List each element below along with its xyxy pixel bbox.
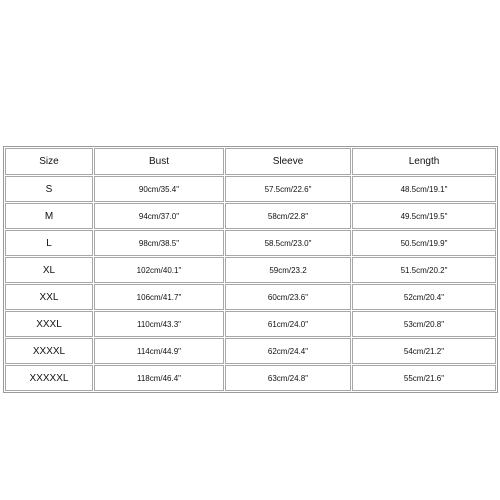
- table-row: [5, 284, 496, 310]
- length-cell: 49.5cm/19.5": [352, 203, 496, 229]
- size-cell: L: [5, 230, 93, 256]
- table-row: [5, 338, 496, 364]
- length-cell: 52cm/20.4": [352, 284, 496, 310]
- bust-cell: 102cm/40.1": [94, 257, 224, 283]
- table-body: [5, 176, 496, 391]
- sleeve-cell: 58cm/22.8": [225, 203, 351, 229]
- bust-cell: 110cm/43.3": [94, 311, 224, 337]
- header-size: Size: [5, 148, 93, 175]
- length-cell: 51.5cm/20.2": [352, 257, 496, 283]
- table-row: [5, 311, 496, 337]
- size-cell: XXXL: [5, 311, 93, 337]
- header-length: Length: [352, 148, 496, 175]
- sleeve-cell: 63cm/24.8": [225, 365, 351, 391]
- table-row: [5, 230, 496, 256]
- table-row: [5, 257, 496, 283]
- sleeve-cell: 58.5cm/23.0": [225, 230, 351, 256]
- table-header: [5, 148, 496, 175]
- bust-cell: 106cm/41.7": [94, 284, 224, 310]
- length-cell: 50.5cm/19.9": [352, 230, 496, 256]
- size-chart-table: [3, 146, 498, 393]
- bust-cell: 90cm/35.4": [94, 176, 224, 202]
- sleeve-cell: 62cm/24.4": [225, 338, 351, 364]
- header-row: [5, 148, 496, 175]
- table-row: [5, 365, 496, 391]
- bust-cell: 118cm/46.4": [94, 365, 224, 391]
- header-bust: Bust: [94, 148, 224, 175]
- sleeve-cell: 60cm/23.6": [225, 284, 351, 310]
- sleeve-cell: 57.5cm/22.6": [225, 176, 351, 202]
- header-sleeve: Sleeve: [225, 148, 351, 175]
- size-cell: S: [5, 176, 93, 202]
- size-cell: XXL: [5, 284, 93, 310]
- length-cell: 55cm/21.6": [352, 365, 496, 391]
- bust-cell: 114cm/44.9": [94, 338, 224, 364]
- length-cell: 53cm/20.8": [352, 311, 496, 337]
- size-cell: M: [5, 203, 93, 229]
- size-cell: XL: [5, 257, 93, 283]
- size-cell: XXXXXL: [5, 365, 93, 391]
- bust-cell: 98cm/38.5": [94, 230, 224, 256]
- length-cell: 48.5cm/19.1": [352, 176, 496, 202]
- sleeve-cell: 59cm/23.2: [225, 257, 351, 283]
- sleeve-cell: 61cm/24.0": [225, 311, 351, 337]
- length-cell: 54cm/21.2": [352, 338, 496, 364]
- bust-cell: 94cm/37.0": [94, 203, 224, 229]
- table-row: [5, 203, 496, 229]
- table-row: [5, 176, 496, 202]
- size-cell: XXXXL: [5, 338, 93, 364]
